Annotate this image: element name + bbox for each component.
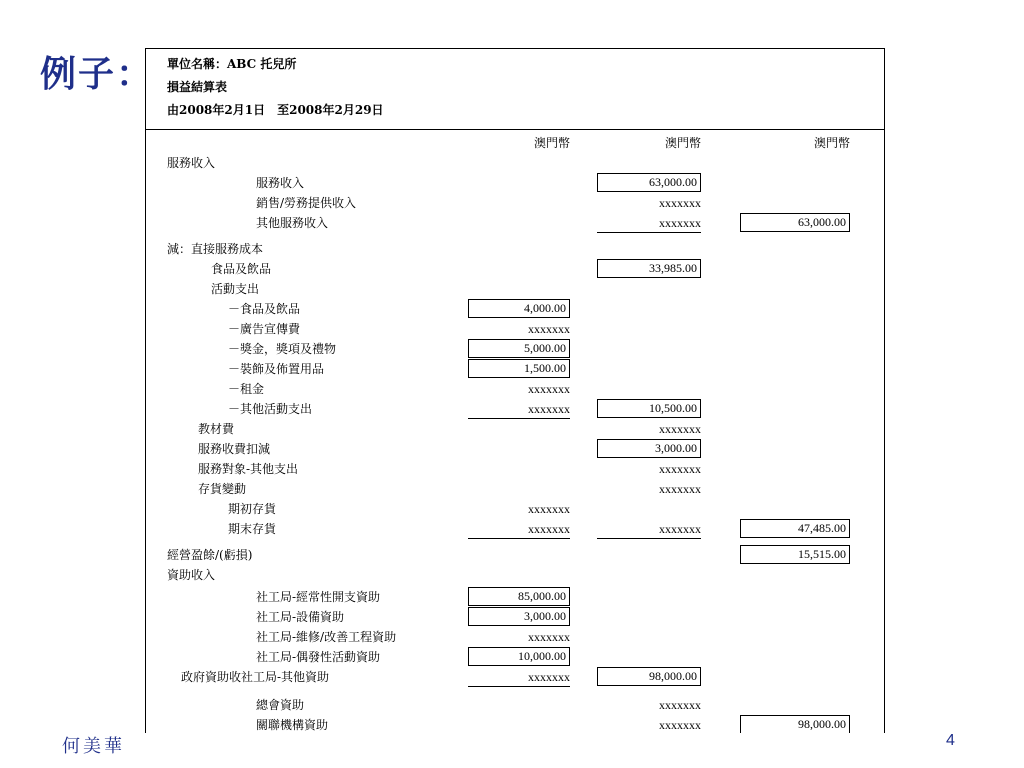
row-label: 社工局-經常性開支資助 bbox=[256, 590, 381, 604]
row-label: 期末存貨 bbox=[228, 522, 277, 536]
unit-name: 單位名稱：ABC 托兒所 bbox=[167, 57, 297, 71]
row-label: 總會資助 bbox=[256, 698, 305, 712]
amount-c2: 98,000.00 bbox=[597, 667, 701, 686]
subtotal-underline bbox=[597, 232, 701, 233]
amount-c1: 85,000.00 bbox=[468, 587, 570, 606]
amount-c2: xxxxxxx bbox=[659, 718, 701, 732]
row-label: 服務收入 bbox=[167, 156, 216, 170]
amount-c2: xxxxxxx bbox=[659, 462, 701, 476]
amount-c2: xxxxxxx bbox=[659, 522, 701, 536]
amount-c2: 33,985.00 bbox=[597, 259, 701, 278]
row-label: 活動支出 bbox=[211, 282, 260, 296]
row-label: 服務收入 bbox=[256, 176, 305, 190]
row-label: 其他服務收入 bbox=[256, 216, 329, 230]
row-label: 食品及飲品 bbox=[211, 262, 272, 276]
amount-c2: xxxxxxx bbox=[659, 422, 701, 436]
row-label: 服務對象-其他支出 bbox=[198, 462, 299, 476]
row-label: 期初存貨 bbox=[228, 502, 277, 516]
amount-c2: 63,000.00 bbox=[597, 173, 701, 192]
amount-c2: 10,500.00 bbox=[597, 399, 701, 418]
subtotal-underline bbox=[468, 686, 570, 687]
report-title: 損益結算表 bbox=[167, 80, 228, 94]
row-label: 銷售/勞務提供收入 bbox=[256, 196, 357, 210]
amount-c2: xxxxxxx bbox=[659, 196, 701, 210]
header-divider bbox=[146, 129, 884, 130]
author-name: 何美華 bbox=[62, 736, 125, 757]
row-label: 政府資助收社工局-其他資助 bbox=[181, 670, 330, 684]
amount-c2: xxxxxxx bbox=[659, 482, 701, 496]
subtotal-underline bbox=[597, 538, 701, 539]
row-label: 經營盈餘/(虧損) bbox=[167, 548, 253, 562]
row-label: 社工局-設備資助 bbox=[256, 610, 345, 624]
amount-c1: xxxxxxx bbox=[528, 502, 570, 516]
currency-header-col3: 澳門幣 bbox=[813, 136, 850, 150]
report-period: 由2008年2月1日 至2008年2月29日 bbox=[167, 103, 384, 117]
subtotal-underline bbox=[468, 418, 570, 419]
amount-c1: xxxxxxx bbox=[528, 522, 570, 536]
amount-c3: 63,000.00 bbox=[740, 213, 850, 232]
slide-title: 例子： bbox=[40, 53, 155, 95]
amount-c1: xxxxxxx bbox=[528, 670, 570, 684]
row-label: 服務收費扣減 bbox=[198, 442, 271, 456]
amount-c1: 10,000.00 bbox=[468, 647, 570, 666]
row-label: 關聯機構資助 bbox=[256, 718, 329, 732]
row-label: －廣告宣傳費 bbox=[228, 322, 301, 336]
amount-c2: 3,000.00 bbox=[597, 439, 701, 458]
amount-c3: 15,515.00 bbox=[740, 545, 850, 564]
row-label: 社工局-維修/改善工程資助 bbox=[256, 630, 397, 644]
currency-header-col2: 澳門幣 bbox=[664, 136, 701, 150]
amount-c1: xxxxxxx bbox=[528, 322, 570, 336]
row-label: －食品及飲品 bbox=[228, 302, 301, 316]
amount-c1: 4,000.00 bbox=[468, 299, 570, 318]
row-label: －獎金，獎項及禮物 bbox=[228, 342, 337, 356]
income-statement bbox=[145, 48, 885, 733]
amount-c1: xxxxxxx bbox=[528, 630, 570, 644]
amount-c2: xxxxxxx bbox=[659, 216, 701, 230]
amount-c1: xxxxxxx bbox=[528, 402, 570, 416]
amount-c2: xxxxxxx bbox=[659, 698, 701, 712]
row-label: 減：直接服務成本 bbox=[167, 242, 264, 256]
row-label: 資助收入 bbox=[167, 568, 216, 582]
row-label: 存貨變動 bbox=[198, 482, 247, 496]
amount-c1: 1,500.00 bbox=[468, 359, 570, 378]
row-label: －裝飾及佈置用品 bbox=[228, 362, 325, 376]
amount-c3: 47,485.00 bbox=[740, 519, 850, 538]
amount-c3: 98,000.00 bbox=[740, 715, 850, 733]
amount-c1: 3,000.00 bbox=[468, 607, 570, 626]
row-label: 教材費 bbox=[198, 422, 235, 436]
amount-c1: 5,000.00 bbox=[468, 339, 570, 358]
page-number: 4 bbox=[946, 732, 955, 749]
row-label: －租金 bbox=[228, 382, 265, 396]
row-label: 社工局-偶發性活動資助 bbox=[256, 650, 381, 664]
amount-c1: xxxxxxx bbox=[528, 382, 570, 396]
subtotal-underline bbox=[468, 538, 570, 539]
row-label: －其他活動支出 bbox=[228, 402, 313, 416]
currency-header-col1: 澳門幣 bbox=[533, 136, 570, 150]
